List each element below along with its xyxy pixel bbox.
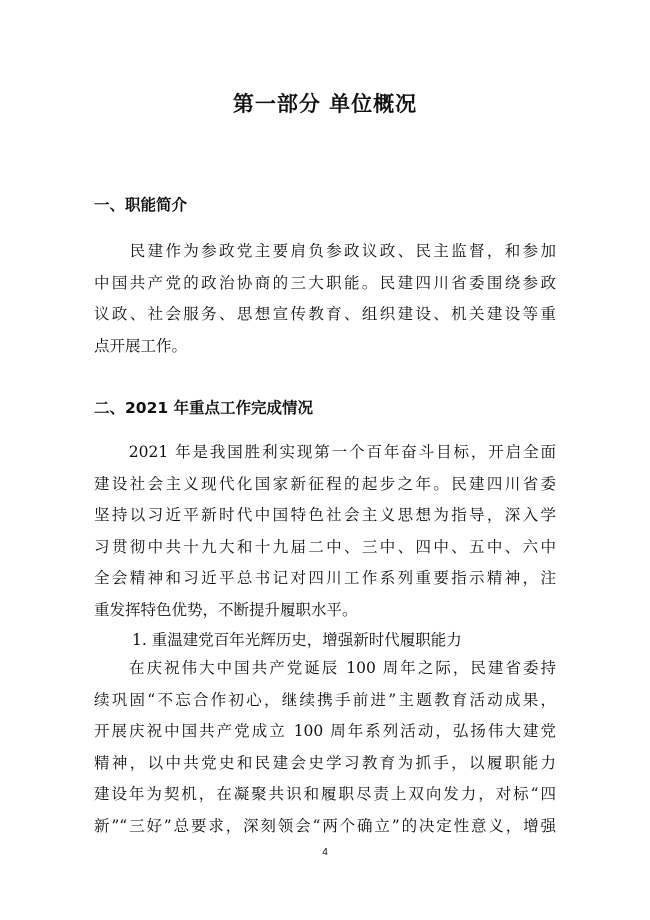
paragraph-line: 精神，以中共党史和民建会史学习教育为抓手，以履职能力 bbox=[94, 753, 556, 772]
paragraph-line: 习贯彻中共十九大和十九届二中、三中、四中、五中、六中 bbox=[94, 537, 556, 556]
paragraph-line: 议政、社会服务、思想宣传教育、组织建设、机关建设等重 bbox=[94, 305, 556, 323]
sub-paragraph-party-history bbox=[94, 653, 556, 842]
paragraph-line: 中国共产党的政治协商的三大职能。民建四川省委围绕参政 bbox=[94, 273, 556, 292]
paragraph-line: 续巩固“不忘合作初心，继续携手前进”主题教育活动成果， bbox=[94, 690, 556, 709]
paragraph-line: 在庆祝伟大中国共产党诞辰 100 周年之际，民建省委持 bbox=[94, 659, 556, 677]
paragraph-line: 民建作为参政党主要肩负参政议政、民主监督，和参加 bbox=[94, 242, 556, 260]
page-number: 4 bbox=[322, 847, 328, 858]
page-title: 第一部分 单位概况 bbox=[232, 92, 418, 116]
paragraph-line: 坚持以习近平新时代中国特色社会主义思想为指导，深入学 bbox=[94, 506, 556, 524]
section-heading-functions: 一、职能简介 bbox=[94, 196, 188, 214]
section-paragraph-functions bbox=[94, 236, 556, 362]
paragraph-line: 新”“三好”总要求，深刻领会“两个确立”的决定性意义，增强 bbox=[94, 816, 556, 835]
paragraph-line: 2021 年是我国胜利实现第一个百年奋斗目标，开启全面 bbox=[94, 443, 556, 461]
subheading-party-history: 1. 重温建党百年光辉历史，增强新时代履职能力 bbox=[132, 631, 462, 649]
paragraph-line: 重发挥特色优势，不断提升履职水平。 bbox=[94, 600, 358, 619]
section-heading-2021-work: 二、2021 年重点工作完成情况 bbox=[94, 399, 314, 417]
paragraph-line: 建设年为契机，在凝聚共识和履职尽责上双向发力，对标“四 bbox=[94, 785, 556, 803]
paragraph-line: 全会精神和习近平总书记对四川工作系列重要指示精神，注 bbox=[94, 569, 556, 587]
section-paragraph-2021-work bbox=[94, 437, 556, 626]
paragraph-line: 开展庆祝中国共产党成立 100 周年系列活动，弘扬伟大建党 bbox=[94, 722, 556, 740]
paragraph-line: 点开展工作。 bbox=[94, 336, 188, 355]
paragraph-line: 建设社会主义现代化国家新征程的起步之年。民建四川省委 bbox=[94, 474, 556, 493]
